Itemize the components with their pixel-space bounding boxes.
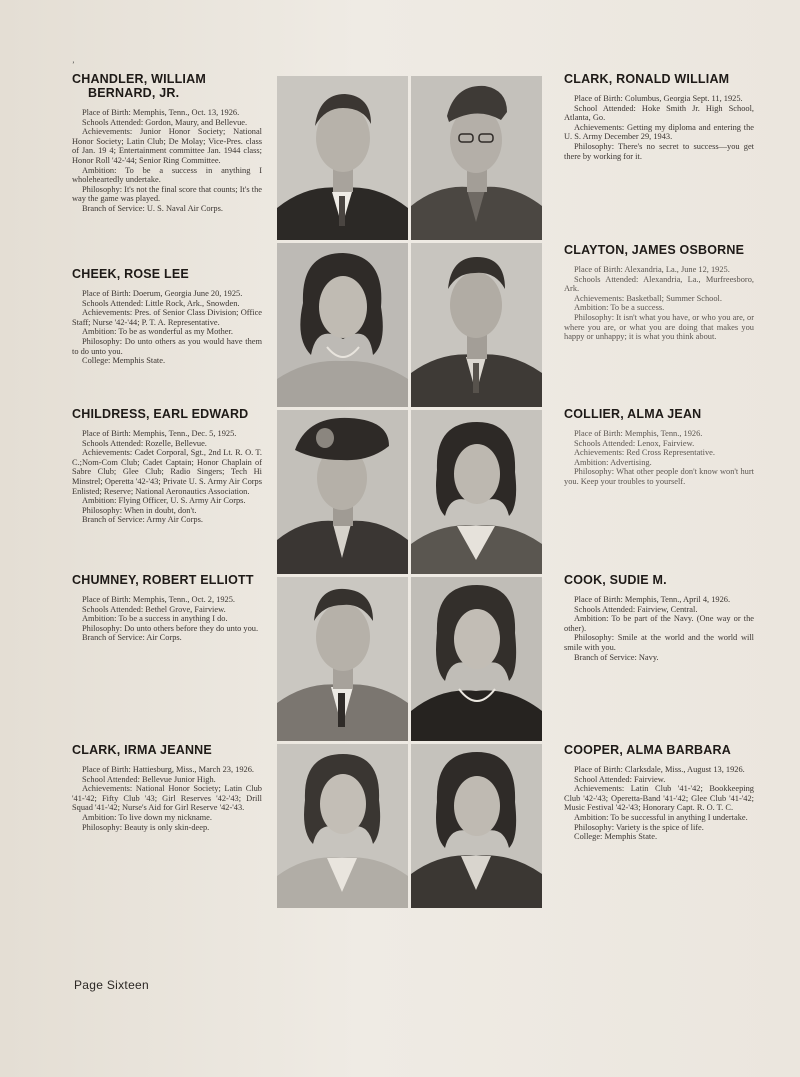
entry-name: COLLIER, ALMA JEAN bbox=[564, 407, 702, 421]
entry-bio bbox=[72, 429, 262, 525]
bio-line: Achievements: Basketball; Summer School. bbox=[574, 293, 722, 303]
cook-portrait bbox=[411, 577, 542, 741]
name-line2: BERNARD, JR. bbox=[88, 86, 180, 100]
bio-line: Ambition: To be a success in anything I wholeheartedly undertake. bbox=[72, 165, 262, 185]
entry-bio bbox=[564, 94, 754, 161]
bio-line: Philosophy: There's no secret to success—you get there by working for it. bbox=[564, 141, 754, 161]
entry-clark-ronald bbox=[564, 72, 754, 161]
entry-bio bbox=[564, 265, 754, 342]
entry-bio bbox=[564, 595, 754, 662]
corner-mark: ʼ bbox=[72, 60, 75, 69]
bio-line: Schools Attended: Fairview, Central. bbox=[574, 604, 698, 614]
entry-bio bbox=[72, 765, 262, 832]
cooper-portrait bbox=[411, 744, 542, 908]
bio-line: School Attended: Fairview. bbox=[574, 774, 666, 784]
entry-name: CLARK, RONALD WILLIAM bbox=[564, 72, 730, 86]
collier-portrait bbox=[411, 410, 542, 574]
clark-ronald-portrait bbox=[411, 76, 542, 240]
bio-line: Philosophy: Variety is the spice of life. bbox=[574, 822, 704, 832]
bio-line: Ambition: To be a success in anything I do. bbox=[82, 614, 228, 624]
entry-bio bbox=[72, 289, 262, 366]
entry-name: CHEEK, ROSE LEE bbox=[72, 267, 189, 281]
portrait-grid bbox=[277, 76, 543, 912]
bio-line: Achievements: Getting my diploma and entering the U. S. Army December 29, 1943. bbox=[564, 122, 754, 142]
bio-line: Ambition: To be a success. bbox=[574, 303, 665, 313]
name-line1: CHANDLER, WILLIAM bbox=[72, 72, 206, 86]
entry-name: COOPER, ALMA BARBARA bbox=[564, 743, 731, 757]
bio-line: Ambition: To live down my nickname. bbox=[82, 812, 212, 822]
entry-cooper bbox=[564, 743, 754, 842]
bio-line: Achievements: Junior Honor Society; National Honor Society; Latin Club; De Molay; Vice-Pres. class of Jan. 19 4; Entertainment committee Jan. 1944 class; Honor Roll '42-'44; Senior Ring Committee. bbox=[72, 127, 262, 165]
entry-chumney bbox=[72, 573, 262, 643]
entry-cheek bbox=[72, 267, 262, 366]
bio-line: Philosophy: Beauty is only skin-deep. bbox=[82, 822, 210, 832]
entry-bio bbox=[564, 429, 754, 487]
bio-line: Place of Birth: Clarksdale, Miss., August 13, 1926. bbox=[574, 765, 745, 774]
entry-name bbox=[72, 72, 262, 100]
entry-name: CLAYTON, JAMES OSBORNE bbox=[564, 243, 745, 257]
bio-line: Place of Birth: Hattiesburg, Miss., March 23, 1926. bbox=[82, 765, 254, 774]
bio-line: Achievements: Red Cross Representative. bbox=[574, 448, 715, 458]
childress-portrait bbox=[277, 410, 408, 574]
entry-name: CHUMNEY, ROBERT ELLIOTT bbox=[72, 573, 254, 587]
bio-line: Schools Attended: Gordon, Maury, and Bellevue. bbox=[82, 117, 248, 127]
bio-line: Schools Attended: Bethel Grove, Fairview. bbox=[82, 604, 226, 614]
bio-line: College: Memphis State. bbox=[574, 832, 658, 842]
bio-line: Philosophy: When in doubt, don't. bbox=[82, 505, 197, 515]
clayton-portrait bbox=[411, 243, 542, 407]
entry-bio bbox=[72, 595, 262, 643]
bio-line: Achievements: Pres. of Senior Class Division; Office Staff; Nurse '42-'44; P. T. A. Representative. bbox=[72, 308, 262, 327]
bio-line: School Attended: Hoke Smith Jr. High School, Atlanta, Go. bbox=[564, 103, 754, 123]
bio-line: Schools Attended: Rozelle, Bellevue. bbox=[82, 438, 207, 448]
bio-line: Branch of Service: Navy. bbox=[574, 652, 659, 662]
entry-name: CLARK, IRMA JEANNE bbox=[72, 743, 212, 757]
entry-collier bbox=[564, 407, 754, 487]
entry-bio bbox=[564, 765, 754, 842]
clark-irma-portrait bbox=[277, 744, 408, 908]
bio-line: Ambition: Flying Officer, U. S. Army Air Corps. bbox=[82, 496, 246, 506]
entry-clark-irma bbox=[72, 743, 262, 832]
bio-line: Ambition: To be part of the Navy. (One way or the other). bbox=[564, 614, 754, 633]
bio-line: Philosophy: It's not the final score that counts; It's the way the game was played. bbox=[72, 184, 262, 204]
chandler-portrait bbox=[277, 76, 408, 240]
bio-line: Ambition: Advertising. bbox=[574, 457, 652, 467]
entry-clayton bbox=[564, 243, 754, 342]
entry-name: COOK, SUDIE M. bbox=[564, 573, 667, 587]
bio-line: Place of Birth: Alexandria, La., June 12, 1925. bbox=[574, 265, 730, 274]
bio-line: Place of Birth: Memphis, Tenn., Oct. 13, 1926. bbox=[82, 108, 240, 117]
entry-bio bbox=[72, 108, 262, 214]
bio-line: Achievements: National Honor Society; Latin Club '41-'42; Fifty Club '43; Girl Reserves '42-'43; Drill Squad '41-'42; Nurse's Aid for Girl Reserve '42-'43. bbox=[72, 784, 262, 813]
bio-line: Schools Attended: Little Rock, Ark., Snowden. bbox=[82, 298, 240, 308]
bio-line: Achievements: Latin Club '41-'42; Bookkeeping Club '42-'43; Operetta-Band '41-'42; Glee Club '41-'42; Music Festival '42-'43; Honorary Capt. R. O. T. C. bbox=[564, 784, 754, 813]
bio-line: Philosophy: Smile at the world and the world will smile with you. bbox=[564, 633, 754, 652]
entry-cook bbox=[564, 573, 754, 662]
page-number: Page Sixteen bbox=[74, 978, 149, 992]
bio-line: Place of Birth: Memphis, Tenn., April 4, 1926. bbox=[574, 595, 731, 604]
bio-line: Place of Birth: Columbus, Georgia Sept. 11, 1925. bbox=[574, 94, 743, 103]
entry-chandler bbox=[72, 72, 262, 214]
bio-line: Branch of Service: Army Air Corps. bbox=[82, 515, 203, 525]
bio-line: Achievements: Cadet Corporal, Sgt., 2nd Lt. R. O. T. C.;Nom-Com Club; Cadet Captain; Honor Chaplain of Sabre Club; Glee Club; Radio Singers; Tech Hi Minstrel; Operetta '42-'43; Private U. S. Army Air Corps Enlisted; Reserve; National Aeronautics Association. bbox=[72, 448, 262, 496]
entry-name: CHILDRESS, EARL EDWARD bbox=[72, 407, 249, 421]
bio-line: Ambition: To be successful in anything I undertake. bbox=[574, 812, 748, 822]
bio-line: Branch of Service: U. S. Naval Air Corps. bbox=[82, 203, 223, 213]
bio-line: Philosophy: It isn't what you have, or who you are, or where you are, or what you are doing that makes you happy or unhappy; it is what you think about. bbox=[564, 312, 754, 342]
cheek-portrait bbox=[277, 243, 408, 407]
bio-line: Philosophy: Do unto others as you would have them to do unto you. bbox=[72, 336, 262, 356]
chumney-portrait bbox=[277, 577, 408, 741]
bio-line: Philosophy: What other people don't know won't hurt you. Keep your troubles to yourself. bbox=[564, 467, 754, 486]
bio-line: School Attended: Bellevue Junior High. bbox=[82, 774, 216, 784]
bio-line: Place of Birth: Memphis, Tenn., Oct. 2, 1925. bbox=[82, 595, 236, 604]
bio-line: Schools Attended: Alexandria, La., Murfreesboro, Ark. bbox=[564, 274, 754, 294]
bio-line: Place of Birth: Memphis, Tenn., 1926. bbox=[574, 429, 703, 438]
bio-line: Philosophy: Do unto others before they do unto you. bbox=[82, 623, 259, 633]
bio-line: Ambition: To be as wonderful as my Mother. bbox=[82, 327, 233, 337]
entry-childress bbox=[72, 407, 262, 525]
bio-line: Branch of Service: Air Corps. bbox=[82, 633, 182, 643]
bio-line: Schools Attended: Lenox, Fairview. bbox=[574, 438, 695, 448]
bio-line: Place of Birth: Memphis, Tenn., Dec. 5, 1925. bbox=[82, 429, 237, 438]
bio-line: Place of Birth: Doerum, Georgia June 20, 1925. bbox=[82, 289, 243, 298]
bio-line: College: Memphis State. bbox=[82, 356, 166, 366]
